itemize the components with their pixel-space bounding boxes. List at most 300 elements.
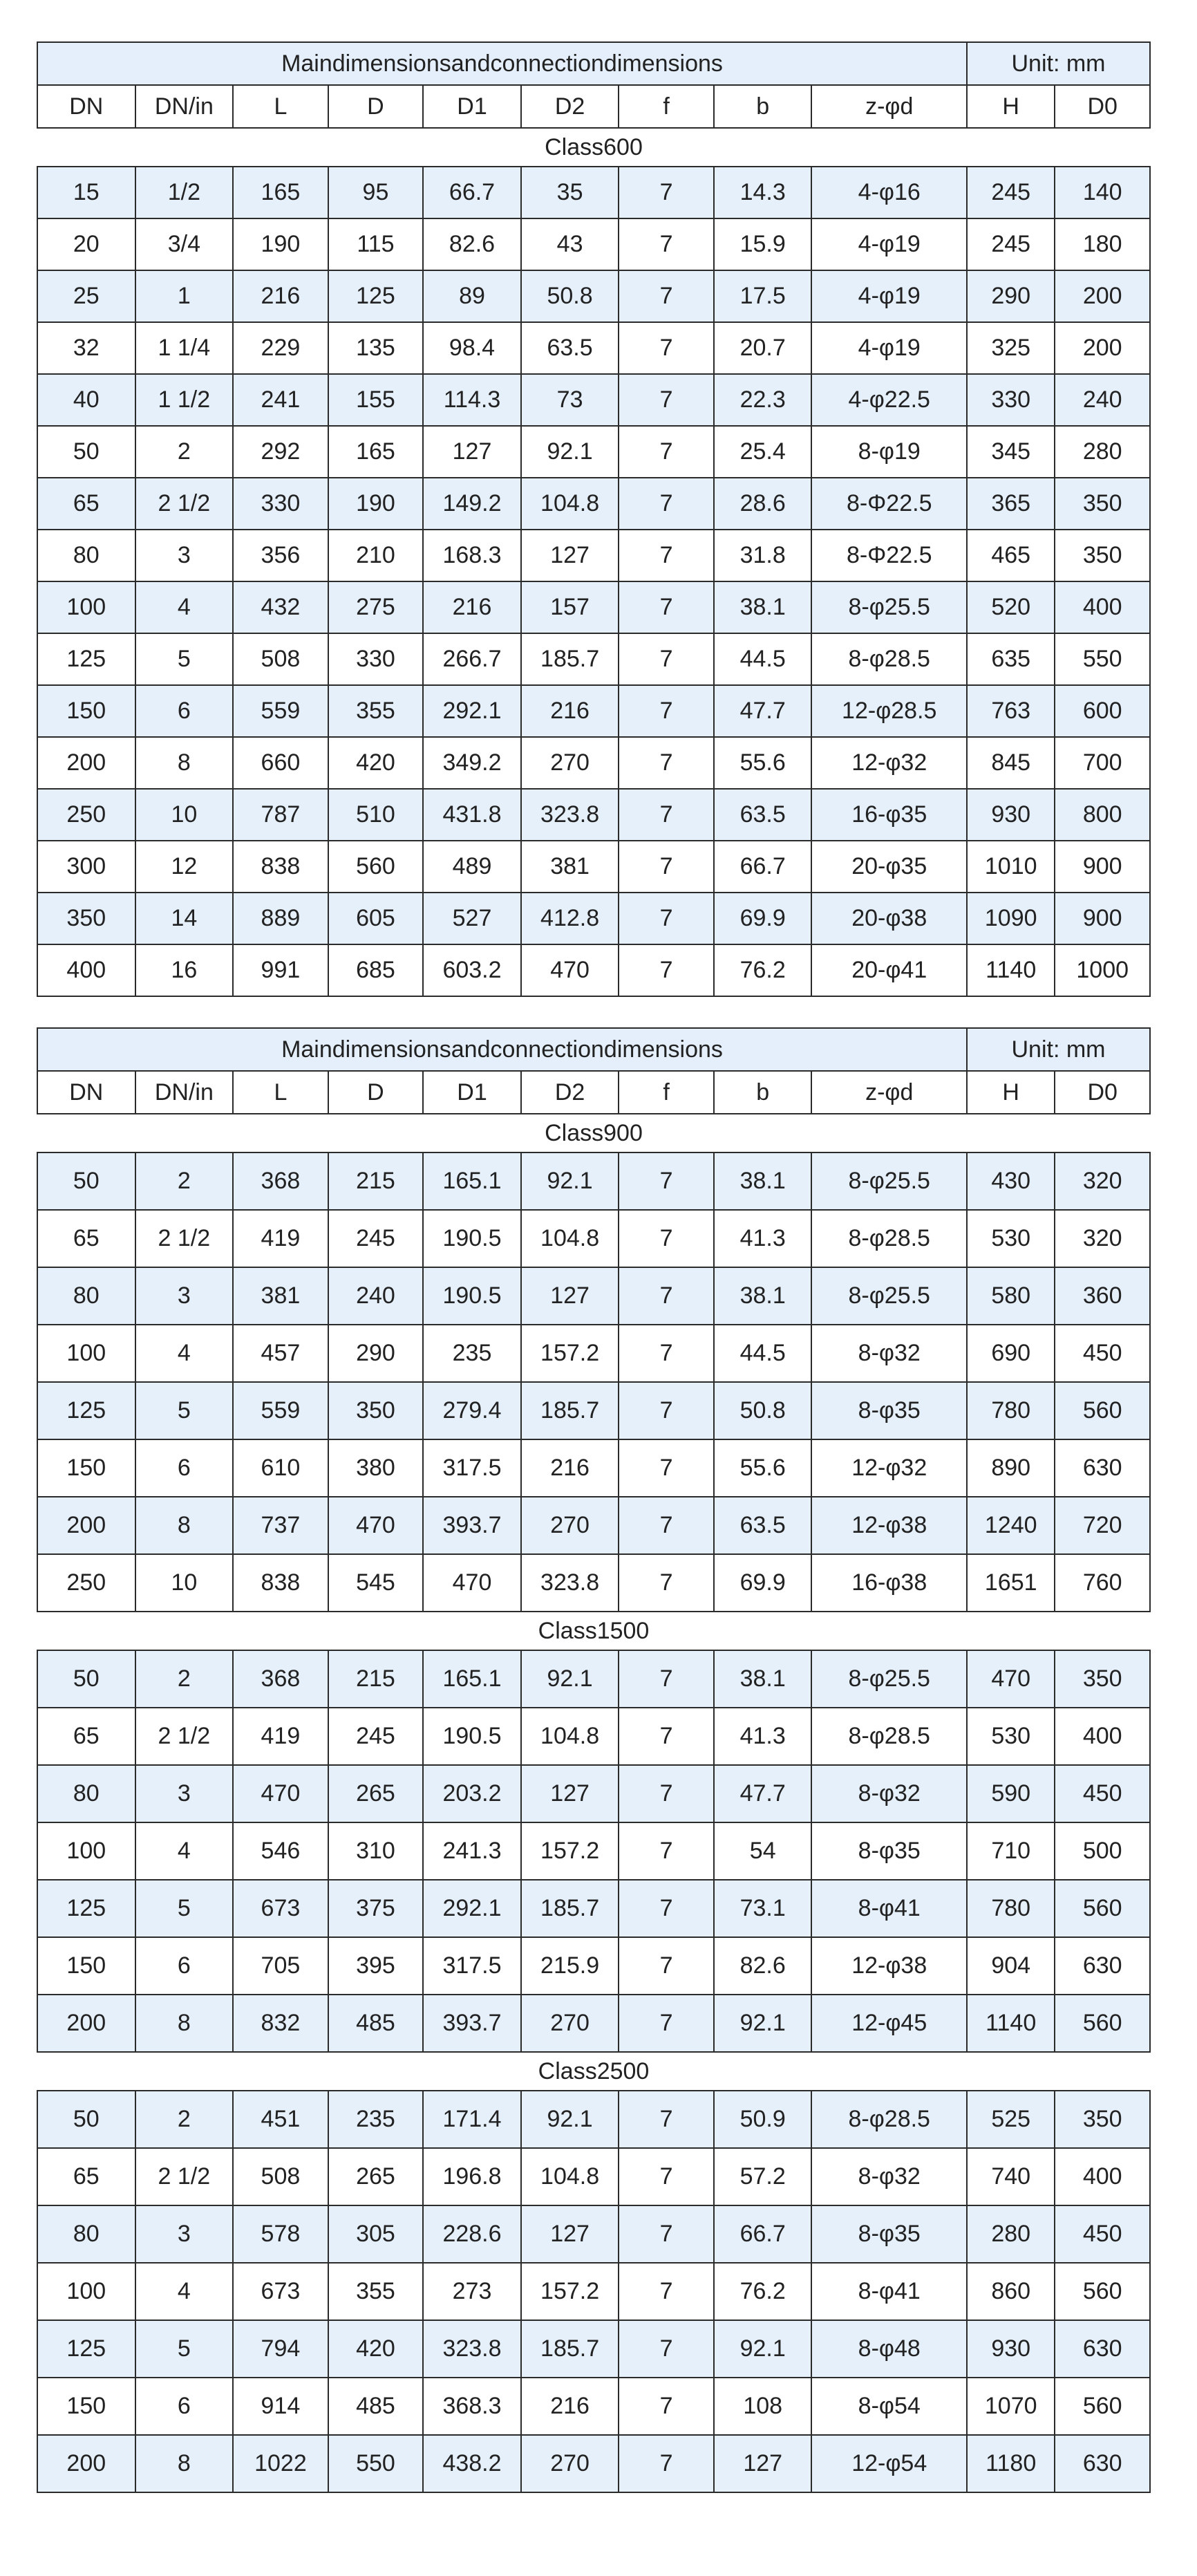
table-cell: 787 bbox=[233, 789, 328, 841]
table-cell: 7 bbox=[619, 737, 714, 789]
table-cell: 430 bbox=[967, 1152, 1055, 1210]
table-cell: 47.7 bbox=[714, 1765, 812, 1822]
table-cell: 431.8 bbox=[423, 789, 521, 841]
table-cell: 720 bbox=[1055, 1497, 1150, 1554]
table-cell: 7 bbox=[619, 1152, 714, 1210]
table-cell: 450 bbox=[1055, 1325, 1150, 1382]
table-cell: 8-φ41 bbox=[811, 1880, 967, 1937]
table-row bbox=[37, 581, 1150, 633]
table-cell: 98.4 bbox=[423, 322, 521, 374]
table-cell: 12-φ38 bbox=[811, 1497, 967, 1554]
table-cell: 5 bbox=[135, 2320, 234, 2378]
table-cell: 305 bbox=[328, 2205, 424, 2263]
table-cell: 270 bbox=[521, 1497, 619, 1554]
table-cell: 17.5 bbox=[714, 270, 812, 322]
table-cell: 165.1 bbox=[423, 1650, 521, 1708]
table-cell: 92.1 bbox=[714, 2320, 812, 2378]
table-cell: 82.6 bbox=[714, 1937, 812, 1995]
table-cell: 2 bbox=[135, 1152, 234, 1210]
column-header: f bbox=[619, 1071, 714, 1114]
table-cell: 12 bbox=[135, 841, 234, 893]
table-cell: 800 bbox=[1055, 789, 1150, 841]
table-cell: 7 bbox=[619, 1937, 714, 1995]
table-cell: 240 bbox=[1055, 374, 1150, 426]
table-cell: 300 bbox=[37, 841, 135, 893]
table-cell: 510 bbox=[328, 789, 424, 841]
table-cell: 3/4 bbox=[135, 218, 234, 270]
table-cell: 700 bbox=[1055, 737, 1150, 789]
table-cell: 470 bbox=[967, 1650, 1055, 1708]
table-cell: 203.2 bbox=[423, 1765, 521, 1822]
table-cell: 150 bbox=[37, 1439, 135, 1497]
table-row bbox=[37, 1995, 1150, 2052]
table-row bbox=[37, 1765, 1150, 1822]
table-cell: 65 bbox=[37, 478, 135, 530]
table-cell: 1140 bbox=[967, 944, 1055, 996]
table-cell: 355 bbox=[328, 2263, 424, 2320]
table-cell: 127 bbox=[521, 530, 619, 581]
table-cell: 12-φ45 bbox=[811, 1995, 967, 2052]
table-cell: 92.1 bbox=[521, 426, 619, 478]
table-cell: 50 bbox=[37, 426, 135, 478]
table-cell: 710 bbox=[967, 1822, 1055, 1880]
table-cell: 292.1 bbox=[423, 685, 521, 737]
table-cell: 350 bbox=[1055, 478, 1150, 530]
table-row bbox=[37, 2435, 1150, 2492]
table-cell: 508 bbox=[233, 2148, 328, 2205]
table-cell: 69.9 bbox=[714, 893, 812, 944]
table-cell: 4-φ16 bbox=[811, 167, 967, 218]
table-cell: 1022 bbox=[233, 2435, 328, 2492]
table-cell: 12-φ54 bbox=[811, 2435, 967, 2492]
table-cell: 317.5 bbox=[423, 1439, 521, 1497]
table-cell: 1651 bbox=[967, 1554, 1055, 1612]
table-cell: 890 bbox=[967, 1439, 1055, 1497]
table-cell: 7 bbox=[619, 2205, 714, 2263]
table-cell: 25 bbox=[37, 270, 135, 322]
table-cell: 20 bbox=[37, 218, 135, 270]
table-cell: 323.8 bbox=[423, 2320, 521, 2378]
table-cell: 38.1 bbox=[714, 581, 812, 633]
table-cell: 393.7 bbox=[423, 1497, 521, 1554]
table-cell: 38.1 bbox=[714, 1152, 812, 1210]
table-cell: 2 1/2 bbox=[135, 478, 234, 530]
table-cell: 450 bbox=[1055, 1765, 1150, 1822]
table-cell: 1090 bbox=[967, 893, 1055, 944]
table-cell: 673 bbox=[233, 2263, 328, 2320]
column-header: b bbox=[714, 85, 812, 128]
table-cell: 38.1 bbox=[714, 1267, 812, 1325]
table-cell: 2 1/2 bbox=[135, 1210, 234, 1267]
table-row bbox=[37, 1497, 1150, 1554]
table-cell: 7 bbox=[619, 1708, 714, 1765]
table-title-row bbox=[37, 1028, 1150, 1071]
table-cell: 215 bbox=[328, 1152, 424, 1210]
table-cell: 420 bbox=[328, 737, 424, 789]
table-row bbox=[37, 1822, 1150, 1880]
table-cell: 190.5 bbox=[423, 1708, 521, 1765]
table-cell: 560 bbox=[328, 841, 424, 893]
class-label: Class600 bbox=[37, 128, 1150, 167]
table-row bbox=[37, 1880, 1150, 1937]
table-row bbox=[37, 893, 1150, 944]
table-cell: 20.7 bbox=[714, 322, 812, 374]
table-cell: 125 bbox=[37, 1880, 135, 1937]
table-cell: 235 bbox=[423, 1325, 521, 1382]
table-cell: 8-φ28.5 bbox=[811, 1210, 967, 1267]
table-cell: 185.7 bbox=[521, 2320, 619, 2378]
table-cell: 171.4 bbox=[423, 2091, 521, 2148]
table-cell: 69.9 bbox=[714, 1554, 812, 1612]
table-cell: 200 bbox=[37, 1497, 135, 1554]
table-cell: 228.6 bbox=[423, 2205, 521, 2263]
table-cell: 2 bbox=[135, 1650, 234, 1708]
table-cell: 325 bbox=[967, 322, 1055, 374]
table-cell: 16 bbox=[135, 944, 234, 996]
table-cell: 7 bbox=[619, 270, 714, 322]
table-cell: 80 bbox=[37, 1765, 135, 1822]
table-cell: 127 bbox=[521, 1267, 619, 1325]
table-cell: 470 bbox=[328, 1497, 424, 1554]
table-cell: 740 bbox=[967, 2148, 1055, 2205]
table-row bbox=[37, 270, 1150, 322]
table-cell: 3 bbox=[135, 530, 234, 581]
table-cell: 165.1 bbox=[423, 1152, 521, 1210]
table-cell: 545 bbox=[328, 1554, 424, 1612]
table-row bbox=[37, 2263, 1150, 2320]
table-cell: 8-φ25.5 bbox=[811, 1267, 967, 1325]
table-cell: 125 bbox=[37, 633, 135, 685]
table-cell: 20-φ41 bbox=[811, 944, 967, 996]
table-cell: 991 bbox=[233, 944, 328, 996]
table-cell: 5 bbox=[135, 633, 234, 685]
table-cell: 150 bbox=[37, 685, 135, 737]
table-cell: 47.7 bbox=[714, 685, 812, 737]
table-cell: 55.6 bbox=[714, 1439, 812, 1497]
table-cell: 349.2 bbox=[423, 737, 521, 789]
table-row bbox=[37, 1267, 1150, 1325]
table-cell: 92.1 bbox=[521, 1152, 619, 1210]
table-row bbox=[37, 167, 1150, 218]
table-cell: 180 bbox=[1055, 218, 1150, 270]
table-row bbox=[37, 426, 1150, 478]
table-cell: 7 bbox=[619, 2263, 714, 2320]
table-cell: 127 bbox=[714, 2435, 812, 2492]
table-row bbox=[37, 1650, 1150, 1708]
table-cell: 7 bbox=[619, 1995, 714, 2052]
table-cell: 7 bbox=[619, 1439, 714, 1497]
table-cell: 270 bbox=[521, 1995, 619, 2052]
table-cell: 6 bbox=[135, 685, 234, 737]
unit-label: Unit: mm bbox=[967, 1028, 1150, 1071]
table-cell: 290 bbox=[328, 1325, 424, 1382]
table-cell: 630 bbox=[1055, 1439, 1150, 1497]
table-cell: 80 bbox=[37, 2205, 135, 2263]
table-cell: 350 bbox=[1055, 530, 1150, 581]
table-cell: 838 bbox=[233, 841, 328, 893]
table-cell: 4-φ19 bbox=[811, 270, 967, 322]
table-cell: 685 bbox=[328, 944, 424, 996]
table-cell: 3 bbox=[135, 2205, 234, 2263]
column-header-row bbox=[37, 1071, 1150, 1114]
table-cell: 92.1 bbox=[521, 1650, 619, 1708]
table-cell: 560 bbox=[1055, 1880, 1150, 1937]
table-row bbox=[37, 1439, 1150, 1497]
column-header: H bbox=[967, 85, 1055, 128]
table-cell: 794 bbox=[233, 2320, 328, 2378]
table-cell: 550 bbox=[1055, 633, 1150, 685]
table-cell: 630 bbox=[1055, 1937, 1150, 1995]
table-cell: 216 bbox=[521, 2378, 619, 2435]
table-cell: 737 bbox=[233, 1497, 328, 1554]
table-cell: 8-φ32 bbox=[811, 1765, 967, 1822]
table-cell: 245 bbox=[328, 1708, 424, 1765]
table-cell: 489 bbox=[423, 841, 521, 893]
table-title: Maindimensionsandconnectiondimensions bbox=[37, 1028, 967, 1071]
table-row bbox=[37, 2148, 1150, 2205]
table-cell: 50.9 bbox=[714, 2091, 812, 2148]
table-cell: 15 bbox=[37, 167, 135, 218]
table-cell: 8-φ48 bbox=[811, 2320, 967, 2378]
table-cell: 82.6 bbox=[423, 218, 521, 270]
column-header: DN bbox=[37, 85, 135, 128]
table-cell: 200 bbox=[1055, 322, 1150, 374]
table-cell: 196.8 bbox=[423, 2148, 521, 2205]
table-cell: 330 bbox=[967, 374, 1055, 426]
table-cell: 420 bbox=[328, 2320, 424, 2378]
table-row bbox=[37, 2320, 1150, 2378]
table-cell: 12-φ32 bbox=[811, 1439, 967, 1497]
table-cell: 200 bbox=[1055, 270, 1150, 322]
table-cell: 530 bbox=[967, 1210, 1055, 1267]
table-cell: 108 bbox=[714, 2378, 812, 2435]
table-cell: 560 bbox=[1055, 2378, 1150, 2435]
table-cell: 330 bbox=[233, 478, 328, 530]
column-header: DN bbox=[37, 1071, 135, 1114]
table-cell: 7 bbox=[619, 841, 714, 893]
table-cell: 368.3 bbox=[423, 2378, 521, 2435]
table-cell: 43 bbox=[521, 218, 619, 270]
table-cell: 7 bbox=[619, 426, 714, 478]
table-cell: 419 bbox=[233, 1210, 328, 1267]
table-cell: 6 bbox=[135, 2378, 234, 2435]
table-cell: 4-φ19 bbox=[811, 218, 967, 270]
table-row bbox=[37, 1937, 1150, 1995]
table-cell: 560 bbox=[1055, 2263, 1150, 2320]
table-cell: 8 bbox=[135, 737, 234, 789]
table-cell: 1/2 bbox=[135, 167, 234, 218]
column-header: L bbox=[233, 1071, 328, 1114]
table-cell: 215 bbox=[328, 1650, 424, 1708]
table-cell: 4 bbox=[135, 581, 234, 633]
table-cell: 55.6 bbox=[714, 737, 812, 789]
table-cell: 355 bbox=[328, 685, 424, 737]
table-cell: 7 bbox=[619, 1765, 714, 1822]
table-cell: 125 bbox=[328, 270, 424, 322]
table-row bbox=[37, 1554, 1150, 1612]
table-cell: 610 bbox=[233, 1439, 328, 1497]
table-cell: 350 bbox=[328, 1382, 424, 1439]
table-cell: 279.4 bbox=[423, 1382, 521, 1439]
table-cell: 41.3 bbox=[714, 1210, 812, 1267]
table-cell: 7 bbox=[619, 1880, 714, 1937]
table-cell: 8 bbox=[135, 1497, 234, 1554]
table-cell: 115 bbox=[328, 218, 424, 270]
table-cell: 57.2 bbox=[714, 2148, 812, 2205]
table-cell: 80 bbox=[37, 530, 135, 581]
table-cell: 216 bbox=[423, 581, 521, 633]
table-row bbox=[37, 944, 1150, 996]
dimensions-table-class600 bbox=[37, 41, 1151, 997]
table-cell: 104.8 bbox=[521, 2148, 619, 2205]
table-cell: 216 bbox=[521, 685, 619, 737]
table-cell: 135 bbox=[328, 322, 424, 374]
table-cell: 125 bbox=[37, 2320, 135, 2378]
table-cell: 200 bbox=[37, 1995, 135, 2052]
dimensions-table-class900-2500 bbox=[37, 1027, 1151, 2493]
table-cell: 216 bbox=[233, 270, 328, 322]
table-cell: 1 1/2 bbox=[135, 374, 234, 426]
table-cell: 12-φ28.5 bbox=[811, 685, 967, 737]
table-cell: 7 bbox=[619, 944, 714, 996]
table-cell: 8-Φ22.5 bbox=[811, 530, 967, 581]
table-cell: 292.1 bbox=[423, 1880, 521, 1937]
table-cell: 7 bbox=[619, 2320, 714, 2378]
table-cell: 600 bbox=[1055, 685, 1150, 737]
table-cell: 3 bbox=[135, 1765, 234, 1822]
column-header: L bbox=[233, 85, 328, 128]
table-cell: 763 bbox=[967, 685, 1055, 737]
table-cell: 451 bbox=[233, 2091, 328, 2148]
table-cell: 485 bbox=[328, 1995, 424, 2052]
table-cell: 705 bbox=[233, 1937, 328, 1995]
table-cell: 1140 bbox=[967, 1995, 1055, 2052]
table-cell: 40 bbox=[37, 374, 135, 426]
column-header: b bbox=[714, 1071, 812, 1114]
table-cell: 22.3 bbox=[714, 374, 812, 426]
table-cell: 157.2 bbox=[521, 1325, 619, 1382]
table-cell: 7 bbox=[619, 530, 714, 581]
table-cell: 7 bbox=[619, 322, 714, 374]
table-cell: 465 bbox=[967, 530, 1055, 581]
table-cell: 470 bbox=[521, 944, 619, 996]
unit-label: Unit: mm bbox=[967, 42, 1150, 85]
table-cell: 265 bbox=[328, 2148, 424, 2205]
table-cell: 250 bbox=[37, 789, 135, 841]
table-cell: 2 1/2 bbox=[135, 2148, 234, 2205]
column-header: f bbox=[619, 85, 714, 128]
table-cell: 8 bbox=[135, 1995, 234, 2052]
table-row bbox=[37, 218, 1150, 270]
table-cell: 95 bbox=[328, 167, 424, 218]
table-cell: 125 bbox=[37, 1382, 135, 1439]
table-cell: 7 bbox=[619, 2378, 714, 2435]
table-cell: 190.5 bbox=[423, 1210, 521, 1267]
table-cell: 8-φ35 bbox=[811, 1822, 967, 1880]
class-band-row bbox=[37, 1612, 1150, 1650]
table-row bbox=[37, 633, 1150, 685]
table-cell: 89 bbox=[423, 270, 521, 322]
class-band-row bbox=[37, 1114, 1150, 1152]
table-cell: 832 bbox=[233, 1995, 328, 2052]
table-cell: 7 bbox=[619, 1822, 714, 1880]
table-cell: 165 bbox=[328, 426, 424, 478]
table-cell: 280 bbox=[967, 2205, 1055, 2263]
table-cell: 270 bbox=[521, 2435, 619, 2492]
table-cell: 31.8 bbox=[714, 530, 812, 581]
table-cell: 2 bbox=[135, 2091, 234, 2148]
table-cell: 63.5 bbox=[714, 1497, 812, 1554]
table-cell: 65 bbox=[37, 1708, 135, 1765]
table-cell: 20-φ38 bbox=[811, 893, 967, 944]
table-cell: 245 bbox=[328, 1210, 424, 1267]
table-cell: 240 bbox=[328, 1267, 424, 1325]
table-cell: 395 bbox=[328, 1937, 424, 1995]
table-cell: 320 bbox=[1055, 1210, 1150, 1267]
table-row bbox=[37, 789, 1150, 841]
table-cell: 508 bbox=[233, 633, 328, 685]
table-cell: 73.1 bbox=[714, 1880, 812, 1937]
table-cell: 889 bbox=[233, 893, 328, 944]
table-row bbox=[37, 374, 1150, 426]
table-cell: 400 bbox=[37, 944, 135, 996]
column-header: DN/in bbox=[135, 85, 234, 128]
column-header: D0 bbox=[1055, 85, 1150, 128]
table-cell: 157.2 bbox=[521, 1822, 619, 1880]
table-cell: 330 bbox=[328, 633, 424, 685]
table-row bbox=[37, 2378, 1150, 2435]
class-band-row bbox=[37, 128, 1150, 167]
table-cell: 155 bbox=[328, 374, 424, 426]
table-row bbox=[37, 2091, 1150, 2148]
table-cell: 41.3 bbox=[714, 1708, 812, 1765]
table-cell: 200 bbox=[37, 2435, 135, 2492]
table-cell: 7 bbox=[619, 478, 714, 530]
table-cell: 245 bbox=[967, 167, 1055, 218]
table-cell: 368 bbox=[233, 1152, 328, 1210]
table-cell: 365 bbox=[967, 478, 1055, 530]
table-cell: 432 bbox=[233, 581, 328, 633]
table-cell: 104.8 bbox=[521, 1708, 619, 1765]
table-cell: 32 bbox=[37, 322, 135, 374]
table-cell: 7 bbox=[619, 1554, 714, 1612]
table-cell: 8-φ25.5 bbox=[811, 1650, 967, 1708]
table-cell: 14 bbox=[135, 893, 234, 944]
column-header: D2 bbox=[521, 1071, 619, 1114]
table-cell: 1240 bbox=[967, 1497, 1055, 1554]
table-cell: 250 bbox=[37, 1554, 135, 1612]
table-cell: 7 bbox=[619, 581, 714, 633]
class-band-row bbox=[37, 2052, 1150, 2091]
table-cell: 350 bbox=[37, 893, 135, 944]
table-row bbox=[37, 685, 1150, 737]
class-label: Class2500 bbox=[37, 2052, 1150, 2091]
table-cell: 7 bbox=[619, 1267, 714, 1325]
table-cell: 1180 bbox=[967, 2435, 1055, 2492]
table-cell: 190.5 bbox=[423, 1267, 521, 1325]
table-cell: 292 bbox=[233, 426, 328, 478]
table-cell: 100 bbox=[37, 2263, 135, 2320]
table-cell: 127 bbox=[521, 1765, 619, 1822]
table-cell: 104.8 bbox=[521, 1210, 619, 1267]
table-cell: 7 bbox=[619, 218, 714, 270]
table-cell: 8-φ28.5 bbox=[811, 1708, 967, 1765]
table-row bbox=[37, 1708, 1150, 1765]
table-cell: 270 bbox=[521, 737, 619, 789]
table-cell: 530 bbox=[967, 1708, 1055, 1765]
table-cell: 310 bbox=[328, 1822, 424, 1880]
table-cell: 63.5 bbox=[521, 322, 619, 374]
